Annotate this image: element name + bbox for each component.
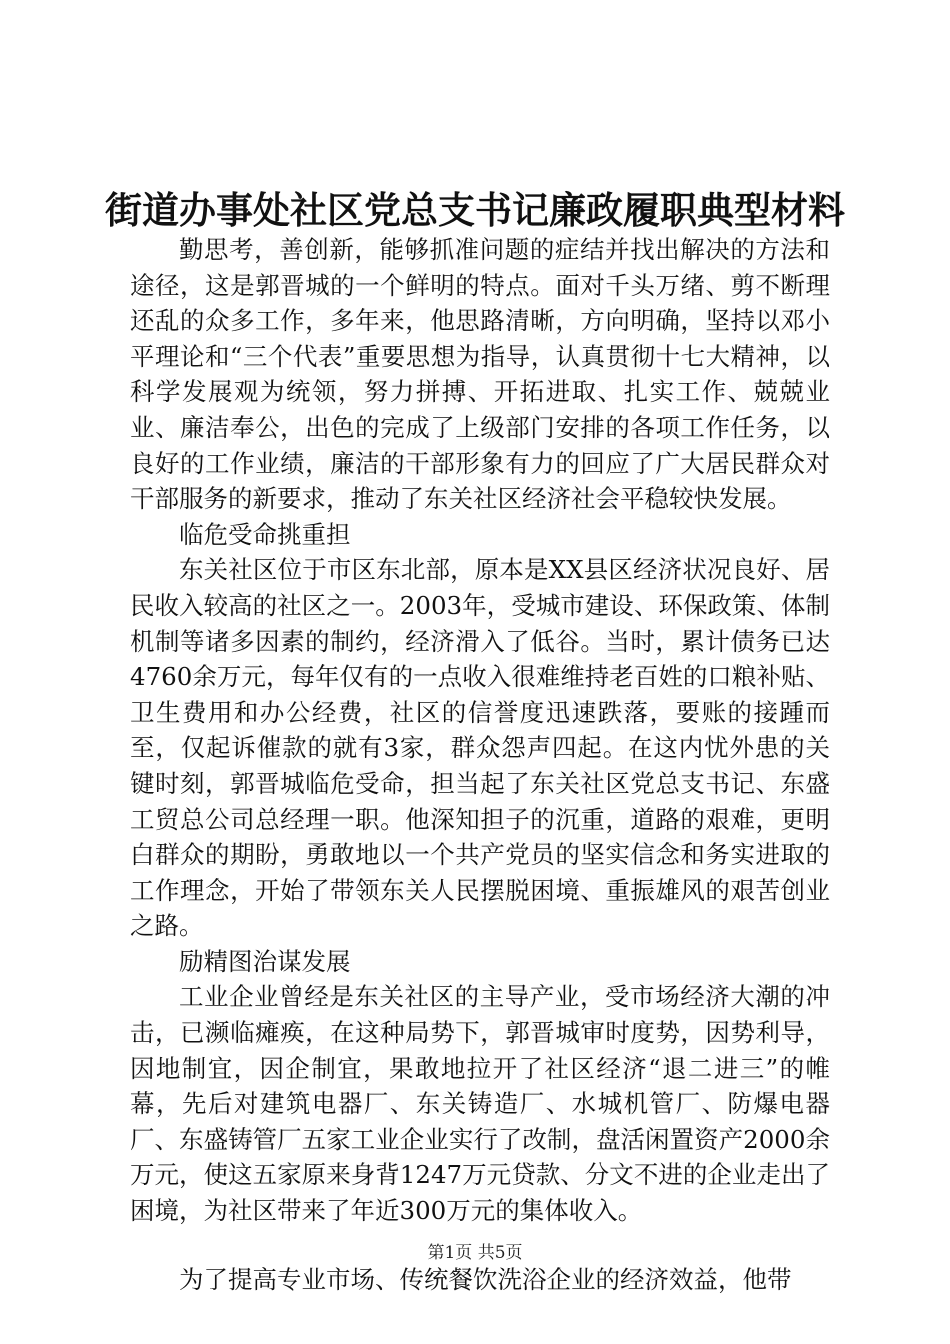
- paragraph-intro: 勤思考，善创新，能够抓准问题的症结并找出解决的方法和途径，这是郭晋城的一个鲜明的特点。面对千头万绪、剪不断理还乱的众多工作，多年来，他思路清晰，方向明确，坚持以邓小平理论和“三个代表”重要思想为指导，认真贯彻十七大精神，以科学发展观为统领，努力拼搏、开拓进取、扎实工作、兢兢业业、廉洁奉公，出色的完成了上级部门安排的各项工作任务，以良好的工作业绩，廉洁的干部形象有力的回应了广大居民群众对干部服务的新要求，推动了东关社区经济社会平稳较快发展。: [130, 235, 830, 514]
- section-heading-1: 临危受命挑重担: [179, 519, 351, 549]
- paragraph-section-2: 工业企业曾经是东关社区的主导产业，受市场经济大潮的冲击，已濒临瘫痪，在这种局势下，郭晋城审时度势，因势利导，因地制宜，因企制宜，果敢地拉开了社区经济“退二进三”的帷幕，先后对建筑电器厂、东关铸造厂、水城机管厂、防爆电器厂、东盛铸管厂五家工业企业实行了改制，盘活闲置资产2000余万元，使这五家原来身背1247万元贷款、分文不进的企业走出了困境，为社区带来了年近300万元的集体收入。: [130, 982, 830, 1226]
- document-body: [130, 232, 830, 1297]
- section-heading-2: 励精图治谋发展: [179, 946, 351, 976]
- page-footer: 第1页 共5页: [427, 1243, 523, 1263]
- paragraph-continued: 为了提高专业市场、传统餐饮洗浴企业的经济效益，他带: [179, 1264, 792, 1294]
- paragraph-section-1: 东关社区位于市区东北部，原本是XX县区经济状况良好、居民收入较高的社区之一。2003年，受城市建设、环保政策、体制机制等诸多因素的制约，经济滑入了低谷。当时，累计债务已达4760余万元，每年仅有的一点收入很难维持老百姓的口粮补贴、卫生费用和办公经费，社区的信誉度迅速跌落，要账的接踵而至，仅起诉催款的就有3家，群众怨声四起。在这内忧外患的关键时刻，郭晋城临危受命，担当起了东关社区党总支书记、东盛工贸总公司总经理一职。他深知担子的沉重，道路的艰难，更明白群众的期盼，勇敢地以一个共产党员的坚实信念和务实进取的工作理念，开始了带领东关人民摆脱困境、重振雄风的艰苦创业之路。: [130, 555, 830, 941]
- document-title: 街道办事处社区党总支书记廉政履职典型材料: [105, 188, 845, 232]
